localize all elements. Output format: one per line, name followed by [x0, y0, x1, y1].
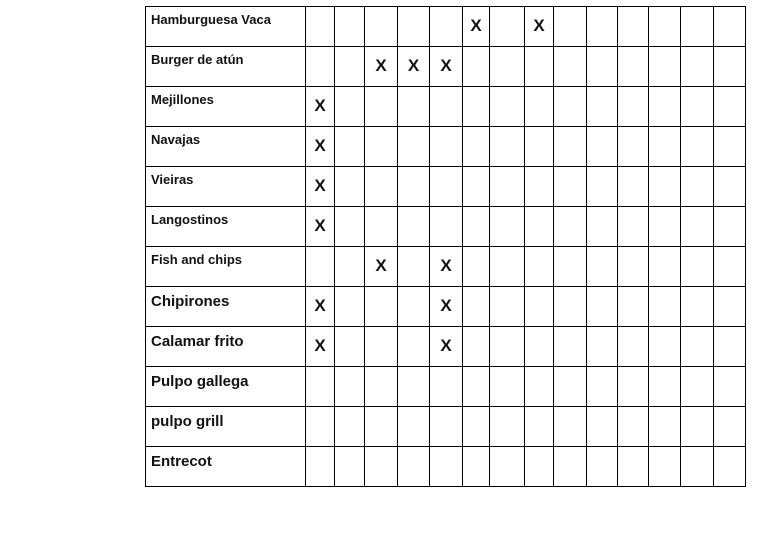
- mark-cell: [649, 247, 681, 287]
- mark-cell: [335, 207, 365, 247]
- mark-cell: [430, 327, 463, 367]
- mark-cell: [365, 167, 398, 207]
- mark-cell: [306, 287, 335, 327]
- mark-cell: [587, 127, 618, 167]
- mark-cell: [618, 127, 649, 167]
- mark-cell: [554, 447, 587, 487]
- mark-cell: [681, 247, 714, 287]
- mark-cell: [525, 327, 554, 367]
- mark-cell: [681, 327, 714, 367]
- mark-cell: [490, 47, 525, 87]
- mark-cell: [430, 167, 463, 207]
- mark-cell: [335, 287, 365, 327]
- dish-name: Calamar frito: [151, 333, 244, 350]
- mark-cell: [398, 7, 430, 47]
- table-row: [146, 327, 746, 367]
- dish-name: Pulpo gallega: [151, 373, 249, 390]
- mark-cell: [649, 447, 681, 487]
- mark-cell: [365, 447, 398, 487]
- mark-cell: [306, 407, 335, 447]
- x-mark: X: [314, 176, 326, 195]
- mark-cell: [525, 367, 554, 407]
- mark-cell: [430, 367, 463, 407]
- mark-cell: [649, 167, 681, 207]
- mark-cell: [618, 287, 649, 327]
- mark-cell: [463, 447, 490, 487]
- mark-cell: [335, 407, 365, 447]
- mark-cell: [335, 167, 365, 207]
- mark-cell: [306, 247, 335, 287]
- mark-cell: [714, 167, 746, 207]
- mark-cell: [554, 247, 587, 287]
- mark-cell: [430, 287, 463, 327]
- mark-cell: [490, 87, 525, 127]
- x-mark: X: [470, 16, 482, 35]
- mark-cell: [463, 167, 490, 207]
- table-row: [146, 87, 746, 127]
- table-row: [146, 47, 746, 87]
- mark-cell: [463, 7, 490, 47]
- mark-cell: [681, 407, 714, 447]
- mark-cell: [681, 167, 714, 207]
- mark-cell: [430, 7, 463, 47]
- x-mark: X: [440, 56, 452, 75]
- mark-cell: [306, 327, 335, 367]
- table-row: [146, 407, 746, 447]
- mark-cell: [681, 47, 714, 87]
- mark-cell: [618, 447, 649, 487]
- x-mark: X: [407, 56, 420, 75]
- x-mark: X: [533, 16, 545, 35]
- dish-name-cell: [146, 367, 306, 407]
- mark-cell: [490, 447, 525, 487]
- mark-cell: [649, 327, 681, 367]
- dish-name: Burger de atún: [151, 52, 244, 67]
- mark-cell: [525, 7, 554, 47]
- mark-cell: [398, 207, 430, 247]
- mark-cell: [430, 207, 463, 247]
- mark-cell: [306, 207, 335, 247]
- mark-cell: [554, 287, 587, 327]
- mark-cell: [365, 287, 398, 327]
- mark-cell: [587, 407, 618, 447]
- mark-cell: [649, 87, 681, 127]
- dish-name-cell: [146, 87, 306, 127]
- mark-cell: [365, 367, 398, 407]
- x-mark: X: [314, 136, 326, 155]
- mark-cell: [463, 207, 490, 247]
- mark-cell: [714, 47, 746, 87]
- mark-cell: [649, 287, 681, 327]
- mark-cell: [714, 127, 746, 167]
- dish-name-cell: [146, 247, 306, 287]
- dish-name-cell: [146, 127, 306, 167]
- table-row: [146, 247, 746, 287]
- mark-cell: [681, 87, 714, 127]
- mark-cell: [714, 367, 746, 407]
- mark-cell: [490, 407, 525, 447]
- mark-cell: [335, 327, 365, 367]
- mark-cell: [398, 327, 430, 367]
- mark-cell: [554, 87, 587, 127]
- mark-cell: [490, 207, 525, 247]
- mark-cell: [398, 287, 430, 327]
- mark-cell: [525, 207, 554, 247]
- mark-cell: [618, 407, 649, 447]
- mark-cell: [587, 7, 618, 47]
- mark-cell: [714, 327, 746, 367]
- table-row: [146, 367, 746, 407]
- mark-cell: [463, 247, 490, 287]
- mark-cell: [618, 247, 649, 287]
- dish-name-cell: [146, 447, 306, 487]
- x-mark: X: [440, 296, 452, 315]
- mark-cell: [554, 327, 587, 367]
- mark-cell: [649, 127, 681, 167]
- mark-cell: [618, 327, 649, 367]
- mark-cell: [681, 7, 714, 47]
- mark-cell: [306, 87, 335, 127]
- mark-cell: [365, 87, 398, 127]
- mark-cell: [463, 127, 490, 167]
- mark-cell: [490, 327, 525, 367]
- mark-cell: [335, 87, 365, 127]
- mark-cell: [398, 367, 430, 407]
- dish-name-cell: [146, 327, 306, 367]
- mark-cell: [554, 7, 587, 47]
- mark-cell: [681, 127, 714, 167]
- mark-cell: [554, 367, 587, 407]
- mark-cell: [490, 247, 525, 287]
- mark-cell: [587, 367, 618, 407]
- mark-cell: [335, 367, 365, 407]
- mark-cell: [554, 167, 587, 207]
- table-row: [146, 7, 746, 47]
- mark-cell: [463, 407, 490, 447]
- mark-cell: [587, 207, 618, 247]
- mark-cell: [525, 287, 554, 327]
- mark-cell: [525, 87, 554, 127]
- allergen-table: [145, 6, 746, 487]
- mark-cell: [463, 287, 490, 327]
- mark-cell: [430, 87, 463, 127]
- mark-cell: [618, 207, 649, 247]
- mark-cell: [365, 127, 398, 167]
- mark-cell: [714, 287, 746, 327]
- mark-cell: [618, 167, 649, 207]
- mark-cell: [714, 407, 746, 447]
- mark-cell: [554, 207, 587, 247]
- mark-cell: [490, 167, 525, 207]
- mark-cell: [306, 367, 335, 407]
- mark-cell: [714, 447, 746, 487]
- mark-cell: [490, 127, 525, 167]
- mark-cell: [335, 7, 365, 47]
- x-mark: X: [314, 216, 326, 235]
- mark-cell: [714, 207, 746, 247]
- mark-cell: [714, 7, 746, 47]
- x-mark: X: [314, 96, 326, 115]
- mark-cell: [490, 7, 525, 47]
- mark-cell: [335, 447, 365, 487]
- mark-cell: [681, 207, 714, 247]
- mark-cell: [618, 367, 649, 407]
- mark-cell: [463, 47, 490, 87]
- mark-cell: [587, 287, 618, 327]
- dish-name-cell: [146, 407, 306, 447]
- mark-cell: [365, 407, 398, 447]
- x-mark: X: [375, 56, 387, 75]
- table-row: [146, 207, 746, 247]
- mark-cell: [618, 87, 649, 127]
- mark-cell: [398, 167, 430, 207]
- mark-cell: [398, 447, 430, 487]
- mark-cell: [714, 247, 746, 287]
- mark-cell: [398, 407, 430, 447]
- mark-cell: [649, 367, 681, 407]
- mark-cell: [681, 447, 714, 487]
- mark-cell: [649, 47, 681, 87]
- mark-cell: [525, 127, 554, 167]
- x-mark: X: [375, 256, 387, 275]
- mark-cell: [365, 47, 398, 87]
- mark-cell: [365, 327, 398, 367]
- mark-cell: [430, 447, 463, 487]
- mark-cell: [490, 287, 525, 327]
- mark-cell: [681, 287, 714, 327]
- mark-cell: [587, 87, 618, 127]
- mark-cell: [430, 127, 463, 167]
- mark-cell: [649, 7, 681, 47]
- mark-cell: [618, 47, 649, 87]
- x-mark: X: [314, 296, 326, 315]
- mark-cell: [554, 47, 587, 87]
- dish-name: Entrecot: [151, 453, 212, 470]
- mark-cell: [398, 127, 430, 167]
- mark-cell: [525, 167, 554, 207]
- mark-cell: [490, 367, 525, 407]
- mark-cell: [463, 367, 490, 407]
- table-row: [146, 447, 746, 487]
- mark-cell: [587, 327, 618, 367]
- mark-cell: [587, 447, 618, 487]
- mark-cell: [430, 247, 463, 287]
- dish-name: Navajas: [151, 132, 201, 147]
- mark-cell: [306, 7, 335, 47]
- dish-name: Hamburguesa Vaca: [151, 12, 271, 27]
- x-mark: X: [440, 256, 452, 275]
- x-mark: X: [440, 336, 452, 355]
- table-row: [146, 167, 746, 207]
- mark-cell: [554, 407, 587, 447]
- dish-name-cell: [146, 287, 306, 327]
- dish-name: Mejillones: [151, 92, 214, 107]
- dish-name-cell: [146, 7, 306, 47]
- mark-cell: [365, 7, 398, 47]
- mark-cell: [398, 87, 430, 127]
- dish-name: Vieiras: [151, 172, 194, 187]
- mark-cell: [306, 447, 335, 487]
- dish-name: Fish and chips: [151, 252, 243, 267]
- mark-cell: [398, 247, 430, 287]
- dish-name-cell: [146, 167, 306, 207]
- dish-name-cell: [146, 47, 306, 87]
- mark-cell: [365, 207, 398, 247]
- dish-name: Langostinos: [151, 212, 229, 227]
- mark-cell: [335, 47, 365, 87]
- dish-name: pulpo grill: [151, 413, 224, 430]
- mark-cell: [525, 447, 554, 487]
- mark-cell: [463, 327, 490, 367]
- mark-cell: [306, 167, 335, 207]
- dish-name-cell: [146, 207, 306, 247]
- mark-cell: [649, 207, 681, 247]
- mark-cell: [430, 47, 463, 87]
- mark-cell: [525, 47, 554, 87]
- mark-cell: [681, 367, 714, 407]
- mark-cell: [587, 247, 618, 287]
- table-row: [146, 127, 746, 167]
- mark-cell: [335, 247, 365, 287]
- x-mark: X: [314, 336, 326, 355]
- dish-name: Chipirones: [151, 293, 230, 310]
- mark-cell: [618, 7, 649, 47]
- mark-cell: [587, 167, 618, 207]
- mark-cell: [335, 127, 365, 167]
- mark-cell: [554, 127, 587, 167]
- table-row: [146, 287, 746, 327]
- mark-cell: [306, 127, 335, 167]
- mark-cell: [430, 407, 463, 447]
- mark-cell: [398, 47, 430, 87]
- mark-cell: [649, 407, 681, 447]
- mark-cell: [587, 47, 618, 87]
- mark-cell: [525, 407, 554, 447]
- mark-cell: [463, 87, 490, 127]
- mark-cell: [365, 247, 398, 287]
- mark-cell: [306, 47, 335, 87]
- mark-cell: [525, 247, 554, 287]
- mark-cell: [714, 87, 746, 127]
